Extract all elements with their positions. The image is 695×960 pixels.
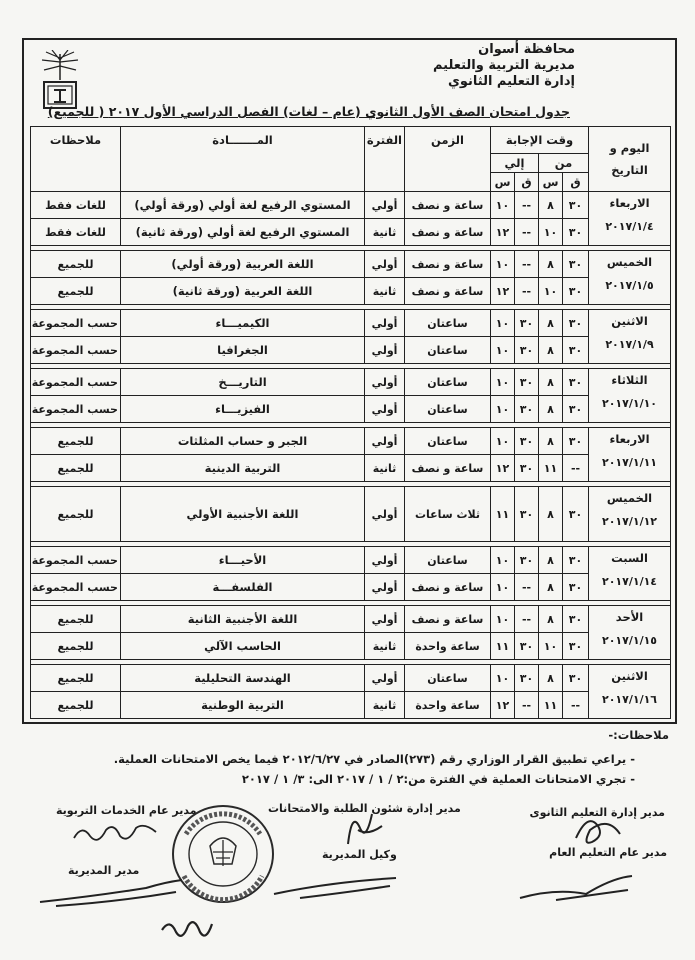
- subject-cell: اللغة الأجنبية الأولي: [121, 487, 365, 542]
- from-hour-cell: ٨: [539, 574, 563, 601]
- header-notes: ملاحظات: [31, 127, 121, 192]
- duration-cell: ساعة و نصف: [405, 455, 491, 482]
- subject-cell: المستوي الرفيع لغة أولي (ورقة ثانية): [121, 219, 365, 246]
- table-row: [31, 455, 671, 482]
- to-hour-cell: ١٢: [491, 278, 515, 305]
- duration-cell: ساعتان: [405, 369, 491, 396]
- exam-date: ٢٠١٧/١/١٦: [601, 693, 658, 706]
- note-item: - يراعي تطبيق القرار الوزاري رقم (٢٧٣)الصادر في ٢٠١٢/٦/٢٧ فيما يخص الامتحانات العملية.: [113, 752, 635, 766]
- subject-cell: التربية الدينية: [121, 455, 365, 482]
- note-cell: حسب المجموعة: [31, 337, 121, 364]
- table-row: [31, 192, 671, 219]
- note-cell: للجميع: [31, 278, 121, 305]
- subject-cell: اللغة الأجنبية الثانية: [121, 606, 365, 633]
- from-hour-cell: ١١: [539, 692, 563, 719]
- to-hour-cell: ١٢: [491, 455, 515, 482]
- table-row: [31, 665, 671, 692]
- period-cell: أولي: [365, 487, 405, 542]
- table-row: [31, 487, 671, 542]
- day-date-cell: [589, 665, 671, 719]
- exam-date: ٢٠١٧/١/١٢: [601, 515, 658, 528]
- from-hour-cell: ١٠: [539, 219, 563, 246]
- from-minute-cell: ٣٠: [563, 251, 589, 278]
- table-row: [31, 219, 671, 246]
- duration-cell: ساعة واحدة: [405, 692, 491, 719]
- general-education-director-title: مدير عام التعليم العام: [549, 846, 667, 859]
- day-name: الثلاثاء: [611, 373, 648, 387]
- exams-director-title: مدير إدارة شئون الطلبة والامتحانات: [268, 802, 461, 815]
- duration-cell: ساعة و نصف: [405, 574, 491, 601]
- subject-cell: الفيزيـــاء: [121, 396, 365, 423]
- table-row: [31, 396, 671, 423]
- note-cell: للغات فقط: [31, 192, 121, 219]
- period-cell: أولي: [365, 428, 405, 455]
- to-minute-cell: --: [515, 606, 539, 633]
- period-cell: أولي: [365, 606, 405, 633]
- header-organization: [433, 42, 575, 90]
- from-minute-cell: ٣٠: [563, 633, 589, 660]
- from-hour-cell: ١٠: [539, 278, 563, 305]
- from-minute-cell: ٣٠: [563, 547, 589, 574]
- period-cell: أولي: [365, 310, 405, 337]
- to-minute-cell: ٣٠: [515, 455, 539, 482]
- header-subject: المـــــــادة: [121, 127, 365, 192]
- period-cell: ثانية: [365, 692, 405, 719]
- header-from-hour: س: [539, 173, 563, 192]
- note-cell: للجميع: [31, 665, 121, 692]
- secondary-education-director-title: مدير إدارة التعليم الثانوى: [529, 806, 665, 819]
- educational-services-director-title: مدير عام الخدمات التربوية: [56, 804, 197, 817]
- day-name: الأحد: [615, 610, 644, 624]
- duration-cell: ساعة واحدة: [405, 633, 491, 660]
- duration-cell: ساعتان: [405, 428, 491, 455]
- table-row: [31, 692, 671, 719]
- schedule-title: جدول امتحان الصف الأول الثانوي (عام – لغات) الفصل الدراسي الأول ٢٠١٧ ( للجميع): [47, 104, 570, 119]
- to-minute-cell: ٣٠: [515, 396, 539, 423]
- directorate-label: مديرية التربية والتعليم: [432, 58, 575, 73]
- day-date-cell: [589, 606, 671, 660]
- day-name: الخميس: [606, 255, 653, 269]
- note-cell: للجميع: [31, 428, 121, 455]
- to-hour-cell: ١٠: [491, 665, 515, 692]
- subject-cell: التاريـــخ: [121, 369, 365, 396]
- note-cell: حسب المجموعة: [31, 396, 121, 423]
- day-date-cell: [589, 487, 671, 542]
- from-minute-cell: ٣٠: [563, 574, 589, 601]
- note-cell: للجميع: [31, 251, 121, 278]
- to-hour-cell: ١٢: [491, 219, 515, 246]
- ministry-logo-icon: [36, 50, 84, 112]
- to-hour-cell: ١٠: [491, 192, 515, 219]
- from-minute-cell: ٣٠: [563, 219, 589, 246]
- to-hour-cell: ١٠: [491, 574, 515, 601]
- exam-date: ٢٠١٧/١/١٤: [601, 575, 658, 588]
- to-minute-cell: ٣٠: [515, 369, 539, 396]
- directorate-director-title: مدير المديرية: [68, 864, 140, 877]
- period-cell: أولي: [365, 369, 405, 396]
- to-minute-cell: ٣٠: [515, 633, 539, 660]
- from-minute-cell: --: [563, 692, 589, 719]
- subject-cell: الهندسة التحليلية: [121, 665, 365, 692]
- governorate-label: محافظة أسوان: [478, 42, 575, 57]
- subject-cell: الجبر و حساب المثلثات: [121, 428, 365, 455]
- day-name: الاثنين: [611, 314, 648, 328]
- from-hour-cell: ٨: [539, 547, 563, 574]
- from-hour-cell: ٨: [539, 337, 563, 364]
- to-hour-cell: ١١: [491, 487, 515, 542]
- header-duration: الزمن: [405, 127, 491, 192]
- from-minute-cell: ٣٠: [563, 192, 589, 219]
- subject-cell: اللغة العربية (ورقة أولي): [121, 251, 365, 278]
- to-hour-cell: ١٠: [491, 606, 515, 633]
- to-minute-cell: --: [515, 192, 539, 219]
- from-minute-cell: ٣٠: [563, 396, 589, 423]
- exam-date: ٢٠١٧/١/٥: [605, 279, 654, 292]
- exam-date: ٢٠١٧/١/١١: [601, 456, 658, 469]
- period-cell: أولي: [365, 396, 405, 423]
- note-item: - تجري الامتحانات العملية في الفترة من:٢ / ١ / ٢٠١٧ الى: ٣/ ١ / ٢٠١٧: [241, 772, 635, 786]
- table-row: [31, 547, 671, 574]
- from-minute-cell: ٣٠: [563, 487, 589, 542]
- exam-schedule-table: [30, 126, 671, 719]
- to-minute-cell: ٣٠: [515, 547, 539, 574]
- signature-scrawl-icon: [36, 876, 186, 910]
- day-date-cell: [589, 192, 671, 246]
- period-cell: أولي: [365, 574, 405, 601]
- schedule-body: [31, 192, 671, 719]
- signature-scrawl-icon: [70, 818, 160, 848]
- duration-cell: ساعة و نصف: [405, 192, 491, 219]
- from-minute-cell: --: [563, 455, 589, 482]
- to-minute-cell: ٣٠: [515, 310, 539, 337]
- from-hour-cell: ٨: [539, 606, 563, 633]
- exam-date: ٢٠١٧/١/١٥: [601, 634, 658, 647]
- header-to-hour: س: [491, 173, 515, 192]
- duration-cell: ساعة و نصف: [405, 278, 491, 305]
- note-cell: للجميع: [31, 455, 121, 482]
- to-minute-cell: --: [515, 219, 539, 246]
- period-cell: أولي: [365, 251, 405, 278]
- table-row: [31, 606, 671, 633]
- deputy-director-title: وكيل المديرية: [322, 848, 397, 861]
- duration-cell: ساعتان: [405, 337, 491, 364]
- to-hour-cell: ١١: [491, 633, 515, 660]
- header-answer-time: وقت الإجابة: [491, 127, 589, 154]
- duration-cell: ساعة و نصف: [405, 219, 491, 246]
- day-date-cell: [589, 369, 671, 423]
- period-cell: ثانية: [365, 219, 405, 246]
- signature-scrawl-icon: [270, 868, 400, 904]
- to-hour-cell: ١٠: [491, 337, 515, 364]
- from-hour-cell: ١٠: [539, 633, 563, 660]
- from-minute-cell: ٣٠: [563, 369, 589, 396]
- from-hour-cell: ٨: [539, 251, 563, 278]
- duration-cell: ساعة و نصف: [405, 251, 491, 278]
- subject-cell: الحاسب الآلي: [121, 633, 365, 660]
- header-period: الفترة: [365, 127, 405, 192]
- subject-cell: التربية الوطنية: [121, 692, 365, 719]
- day-name: السبت: [611, 551, 648, 565]
- subject-cell: الكيميـــاء: [121, 310, 365, 337]
- to-minute-cell: ٣٠: [515, 337, 539, 364]
- exam-date: ٢٠١٧/١/٩: [605, 338, 654, 351]
- period-cell: ثانية: [365, 455, 405, 482]
- from-minute-cell: ٣٠: [563, 337, 589, 364]
- to-hour-cell: ١٠: [491, 428, 515, 455]
- duration-cell: ساعتان: [405, 396, 491, 423]
- note-cell: للجميع: [31, 692, 121, 719]
- day-name: الاربعاء: [609, 432, 650, 446]
- from-hour-cell: ٨: [539, 192, 563, 219]
- table-row: [31, 278, 671, 305]
- period-cell: أولي: [365, 192, 405, 219]
- subject-cell: اللغة العربية (ورقة ثانية): [121, 278, 365, 305]
- period-cell: أولي: [365, 547, 405, 574]
- from-hour-cell: ٨: [539, 396, 563, 423]
- header-day-date: اليوم و التاريخ: [589, 127, 671, 192]
- note-cell: للجميع: [31, 633, 121, 660]
- exam-date: ٢٠١٧/١/١٠: [601, 397, 658, 410]
- signature-scrawl-icon: [338, 808, 388, 848]
- to-minute-cell: ٣٠: [515, 487, 539, 542]
- from-hour-cell: ٨: [539, 665, 563, 692]
- note-cell: حسب المجموعة: [31, 310, 121, 337]
- note-cell: للجميع: [31, 487, 121, 542]
- day-date-cell: [589, 251, 671, 305]
- header-to: إلي: [491, 154, 539, 173]
- day-date-cell: [589, 547, 671, 601]
- duration-cell: ساعتان: [405, 547, 491, 574]
- table-row: [31, 251, 671, 278]
- duration-cell: ساعتان: [405, 310, 491, 337]
- department-label: إدارة التعليم الثانوي: [447, 74, 575, 89]
- to-minute-cell: --: [515, 251, 539, 278]
- duration-cell: ساعة و نصف: [405, 606, 491, 633]
- signature-scrawl-icon: [516, 868, 636, 908]
- period-cell: ثانية: [365, 278, 405, 305]
- period-cell: ثانية: [365, 633, 405, 660]
- period-cell: أولي: [365, 337, 405, 364]
- note-cell: حسب المجموعة: [31, 547, 121, 574]
- from-hour-cell: ٨: [539, 487, 563, 542]
- note-cell: للجميع: [31, 606, 121, 633]
- period-cell: أولي: [365, 665, 405, 692]
- from-minute-cell: ٣٠: [563, 606, 589, 633]
- from-hour-cell: ١١: [539, 455, 563, 482]
- subject-cell: الجغرافيا: [121, 337, 365, 364]
- to-minute-cell: ٣٠: [515, 665, 539, 692]
- subject-cell: الفلسفـــة: [121, 574, 365, 601]
- table-row: [31, 369, 671, 396]
- to-hour-cell: ١٠: [491, 251, 515, 278]
- to-minute-cell: --: [515, 574, 539, 601]
- day-name: الخميس: [606, 491, 653, 505]
- note-cell: حسب المجموعة: [31, 369, 121, 396]
- to-minute-cell: ٣٠: [515, 428, 539, 455]
- from-minute-cell: ٣٠: [563, 310, 589, 337]
- header-from: من: [539, 154, 589, 173]
- exam-date: ٢٠١٧/١/٤: [605, 220, 654, 233]
- to-hour-cell: ١٠: [491, 369, 515, 396]
- subject-cell: المستوي الرفيع لغة أولي (ورقة أولي): [121, 192, 365, 219]
- to-hour-cell: ١٢: [491, 692, 515, 719]
- subject-cell: الأحيـــاء: [121, 547, 365, 574]
- table-row: [31, 428, 671, 455]
- to-hour-cell: ١٠: [491, 547, 515, 574]
- header-to-minute: ق: [515, 173, 539, 192]
- table-row: [31, 337, 671, 364]
- to-minute-cell: --: [515, 278, 539, 305]
- duration-cell: ساعتان: [405, 665, 491, 692]
- day-date-cell: [589, 428, 671, 482]
- day-name: الاثنين: [611, 669, 648, 683]
- table-row: [31, 633, 671, 660]
- handwritten-number-icon: [156, 912, 216, 948]
- note-cell: للغات فقط: [31, 219, 121, 246]
- table-row: [31, 574, 671, 601]
- from-minute-cell: ٣٠: [563, 278, 589, 305]
- duration-cell: ثلاث ساعات: [405, 487, 491, 542]
- from-hour-cell: ٨: [539, 310, 563, 337]
- note-cell: حسب المجموعة: [31, 574, 121, 601]
- day-date-cell: [589, 310, 671, 364]
- day-name: الاربعاء: [609, 196, 650, 210]
- notes-heading: ملاحظات:-: [608, 728, 669, 742]
- table-row: [31, 310, 671, 337]
- from-hour-cell: ٨: [539, 428, 563, 455]
- from-minute-cell: ٣٠: [563, 665, 589, 692]
- from-minute-cell: ٣٠: [563, 428, 589, 455]
- header-from-minute: ق: [563, 173, 589, 192]
- from-hour-cell: ٨: [539, 369, 563, 396]
- signature-scrawl-icon: [568, 808, 628, 852]
- to-minute-cell: --: [515, 692, 539, 719]
- to-hour-cell: ١٠: [491, 310, 515, 337]
- to-hour-cell: ١٠: [491, 396, 515, 423]
